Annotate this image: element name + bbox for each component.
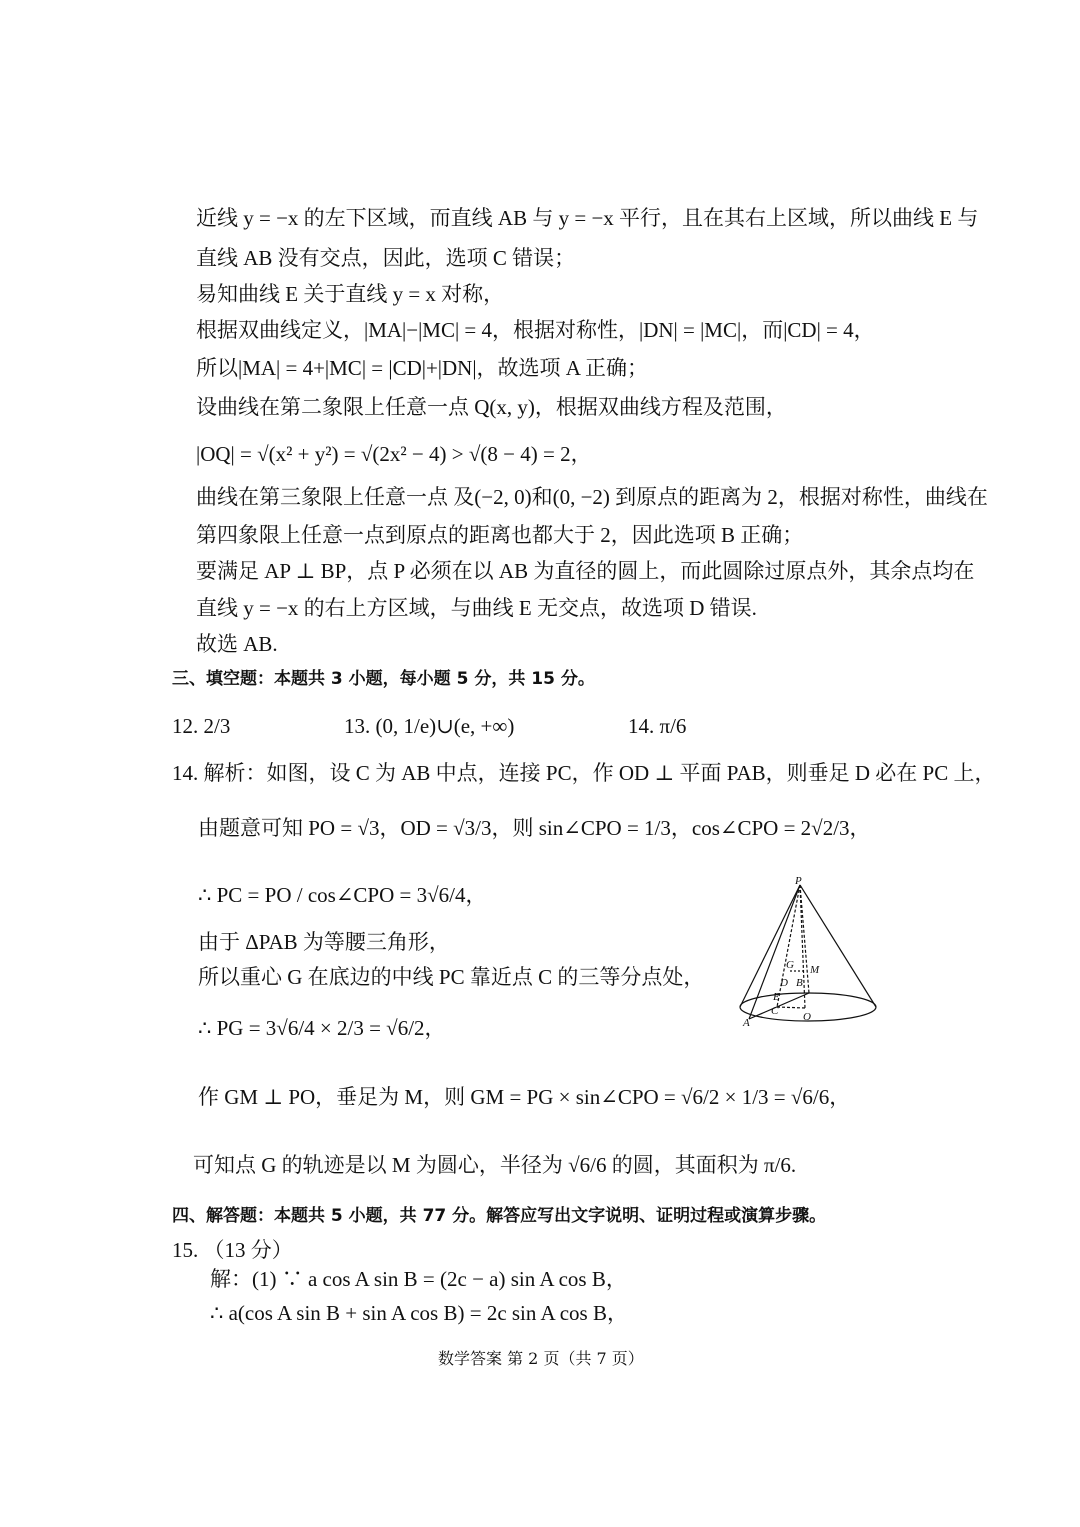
text-line: 14. 解析：如图，设 C 为 AB 中点，连接 PC，作 OD ⊥ 平面 PAB，则垂足 D 必在 PC 上，	[172, 761, 996, 785]
text-line: 直线 y = −x 的右上方区域，与曲线 E 无交点，故选项 D 错误.	[196, 596, 757, 620]
formula-line: 由题意可知 PO = √3，OD = √3/3，则 sin∠CPO = 1/3，cos∠CPO = 2√2/3，	[198, 816, 871, 840]
label-P: P	[795, 876, 802, 887]
label-B: B	[796, 977, 803, 989]
section-heading-fill-in: 三、填空题：本题共 3 小题，每小题 5 分，共 15 分。	[172, 669, 595, 689]
section-heading-solve: 四、解答题：本题共 5 小题，共 77 分。解答应写出文字说明、证明过程或演算步骤。	[172, 1206, 827, 1226]
text-line: 所以重心 G 在底边的中线 PC 靠近点 C 的三等分点处，	[198, 965, 705, 989]
label-C: C	[771, 1005, 779, 1017]
text-line: 第四象限上任意一点到原点的距离也都大于 2，因此选项 B 正确；	[196, 523, 804, 547]
text-line: 所以|MA| = 4+|MC| = |CD|+|DN|，故选项 A 正确；	[196, 356, 649, 380]
formula-line: ∴ PG = 3√6/4 × 2/3 = √6/2，	[198, 1016, 446, 1040]
label-O: O	[803, 1011, 811, 1023]
text-line: 由于 ΔPAB 为等腰三角形，	[198, 930, 450, 954]
segment-PO	[800, 885, 805, 1008]
label-A: A	[743, 1017, 750, 1029]
page-footer: 数学答案 第 2 页（共 7 页）	[438, 1349, 644, 1368]
formula-line: 作 GM ⊥ PO，垂足为 M，则 GM = PG × sin∠CPO = √6/2 × 1/3 = √6/6，	[198, 1085, 851, 1109]
label-D: D	[780, 977, 788, 989]
formula-line: ∴ PC = PO / cos∠CPO = 3√6/4，	[198, 883, 487, 907]
problem-number: 15. （13 分）	[172, 1238, 293, 1262]
text-line: 设曲线在第二象限上任意一点 Q(x, y)，根据双曲线方程及范围，	[196, 395, 787, 419]
cone-left-edge	[740, 885, 800, 1007]
solution-line: ∴ a(cos A sin B + sin A cos B) = 2c sin A cos B，	[210, 1301, 628, 1325]
formula-line: |OQ| = √(x² + y²) = √(2x² − 4) > √(8 − 4) = 2，	[196, 442, 592, 466]
cone-right-edge	[800, 885, 876, 1007]
answer-12: 12. 2/3	[172, 714, 231, 738]
label-E: E	[773, 991, 780, 1003]
solution-line: 解：(1) ∵ a cos A sin B = (2c − a) sin A cos B，	[210, 1267, 627, 1291]
cone-diagram	[733, 876, 883, 1036]
text-line: 近线 y = −x 的左下区域，而直线 AB 与 y = −x 平行，且在其右上区域，所以曲线 E 与	[196, 206, 979, 230]
text-line: 曲线在第三象限上任意一点 及(−2, 0)和(0, −2) 到原点的距离为 2，根据对称性，曲线在	[196, 485, 988, 509]
answer-14: 14. π/6	[628, 714, 687, 738]
formula-line: 可知点 G 的轨迹是以 M 为圆心，半径为 √6/6 的圆，其面积为 π/6.	[193, 1153, 797, 1177]
answer-13: 13. (0, 1/e)∪(e, +∞)	[344, 714, 515, 738]
text-line: 要满足 AP ⊥ BP，点 P 必须在以 AB 为直径的圆上，而此圆除过原点外，其余点均在	[196, 559, 975, 583]
label-M: M	[810, 964, 820, 976]
text-line: 直线 AB 没有交点，因此，选项 C 错误；	[196, 246, 576, 270]
text-line: 易知曲线 E 关于直线 y = x 对称，	[196, 282, 505, 306]
text-line: 根据双曲线定义，|MA|−|MC| = 4，根据对称性，|DN| = |MC|，而|CD| = 4，	[196, 318, 875, 342]
segment-OC	[777, 1007, 805, 1008]
label-G: G	[786, 959, 794, 971]
text-line: 故选 AB.	[196, 632, 278, 656]
